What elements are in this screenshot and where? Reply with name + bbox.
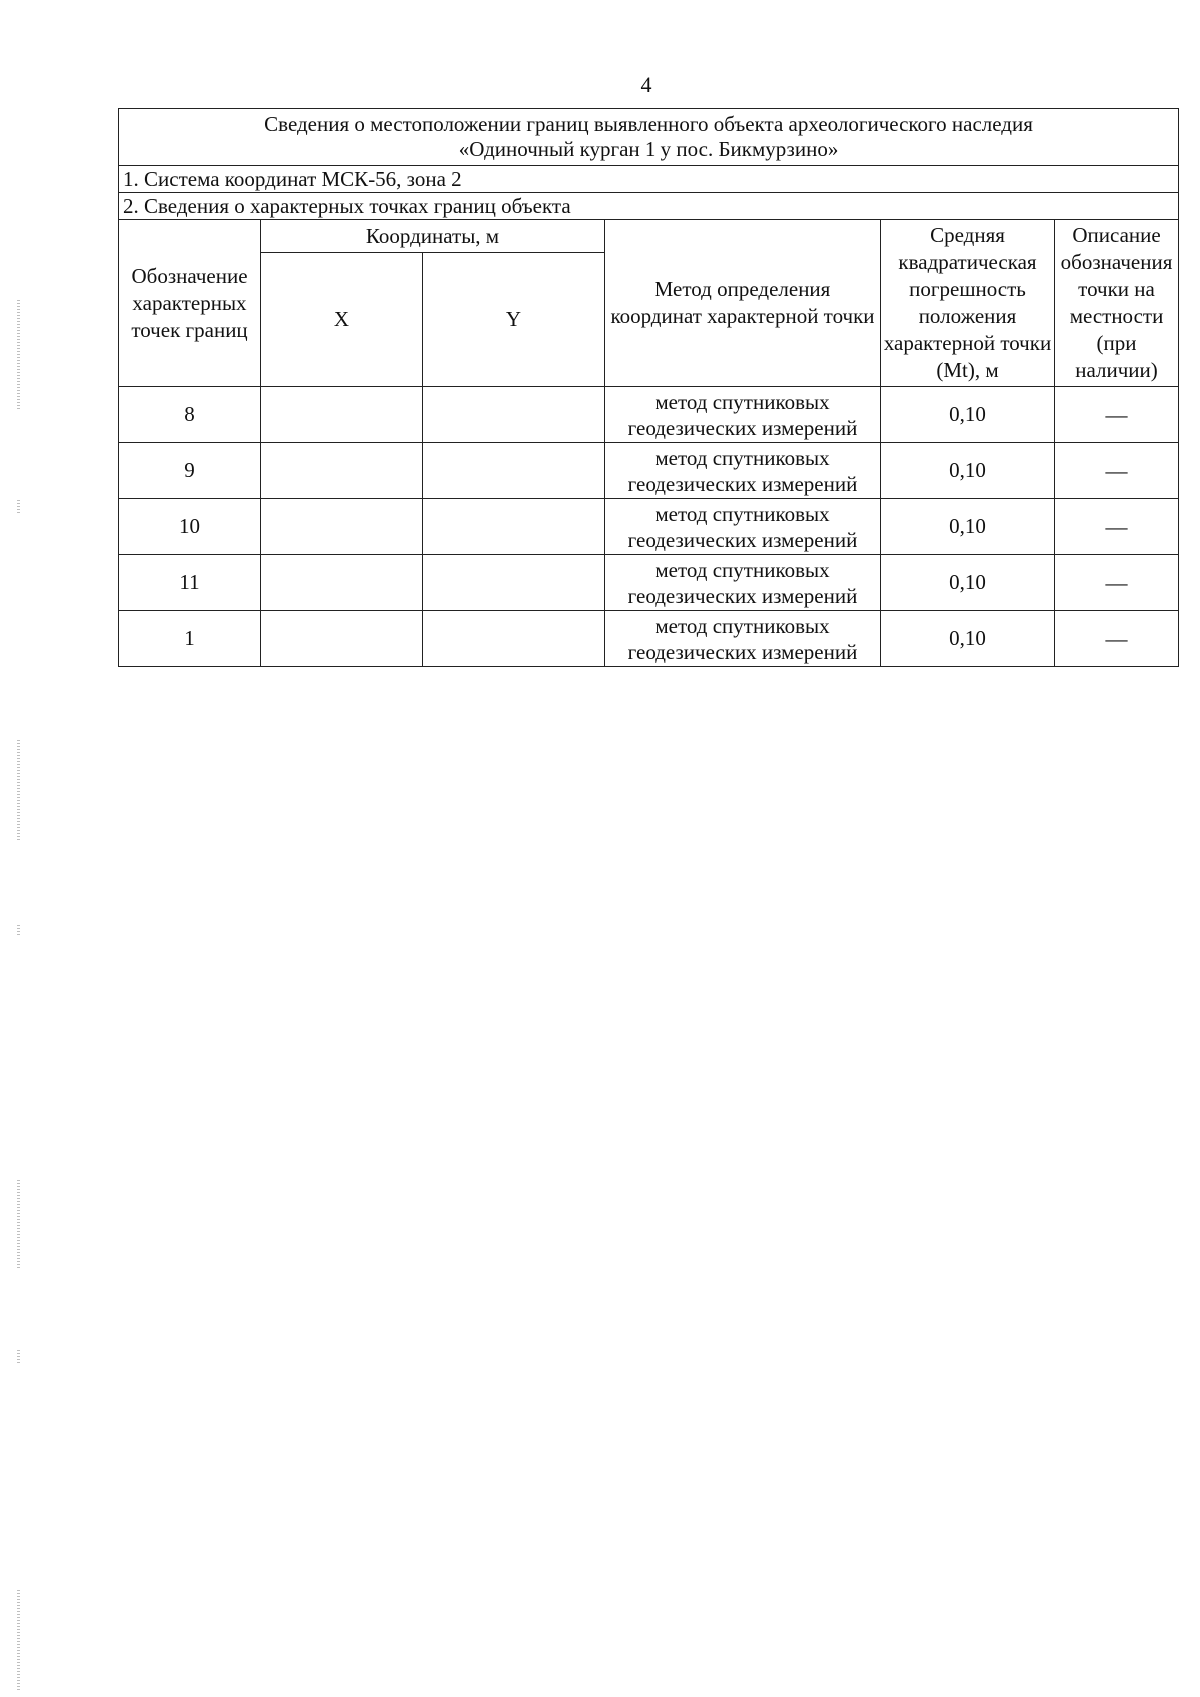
table-row	[119, 555, 1179, 611]
point-cell: 10	[119, 499, 261, 555]
header-point-designation: Обозначение характерных точек границ	[119, 220, 261, 387]
error-cell: 0,10	[881, 555, 1055, 611]
point-cell: 8	[119, 387, 261, 443]
scan-artifact	[17, 1180, 20, 1270]
header-description: Описание обозначения точки на местности (при наличии)	[1055, 220, 1179, 387]
y-cell	[423, 555, 605, 611]
page-number: 4	[640, 72, 652, 97]
scan-artifact	[17, 500, 20, 514]
table-row	[119, 611, 1179, 667]
table-row	[119, 387, 1179, 443]
method-line-1: метод спутниковых	[655, 389, 830, 414]
table-title	[119, 109, 1179, 166]
description-cell: —	[1055, 555, 1179, 611]
y-cell	[423, 611, 605, 667]
error-cell: 0,10	[881, 443, 1055, 499]
method-line-1: метод спутниковых	[655, 501, 830, 526]
x-cell	[261, 387, 423, 443]
boundary-points-table	[118, 108, 1179, 667]
method-cell	[605, 499, 881, 555]
method-line-1: метод спутниковых	[655, 445, 830, 470]
y-cell	[423, 387, 605, 443]
header-coordinates: Координаты, м	[261, 220, 605, 253]
scan-artifact	[17, 740, 20, 840]
error-cell: 0,10	[881, 387, 1055, 443]
scan-artifact	[17, 1590, 20, 1690]
error-cell: 0,10	[881, 499, 1055, 555]
x-cell	[261, 555, 423, 611]
header-method: Метод определения координат характерной точки	[605, 220, 881, 387]
point-cell: 11	[119, 555, 261, 611]
y-cell	[423, 499, 605, 555]
method-line-1: метод спутниковых	[655, 557, 830, 582]
point-cell: 9	[119, 443, 261, 499]
header-x: X	[261, 253, 423, 387]
method-line-2: геодезических измерений	[627, 639, 858, 664]
table-title-row	[119, 109, 1179, 166]
header-y: Y	[423, 253, 605, 387]
method-cell	[605, 443, 881, 499]
method-line-2: геодезических измерений	[627, 415, 858, 440]
description-cell: —	[1055, 611, 1179, 667]
method-line-2: геодезических измерений	[627, 527, 858, 552]
table-row	[119, 499, 1179, 555]
x-cell	[261, 443, 423, 499]
error-cell: 0,10	[881, 611, 1055, 667]
method-cell	[605, 611, 881, 667]
description-cell: —	[1055, 443, 1179, 499]
scan-artifact	[17, 1350, 20, 1364]
method-cell	[605, 387, 881, 443]
coordinate-system-text: 1. Система координат МСК-56, зона 2	[119, 166, 1179, 193]
x-cell	[261, 611, 423, 667]
points-info-text: 2. Сведения о характерных точках границ объекта	[119, 193, 1179, 220]
coordinate-system-row	[119, 166, 1179, 193]
description-cell: —	[1055, 387, 1179, 443]
scan-artifact	[17, 300, 20, 410]
x-cell	[261, 499, 423, 555]
y-cell	[423, 443, 605, 499]
header-row-1	[119, 220, 1179, 253]
point-cell: 1	[119, 611, 261, 667]
scan-artifact	[17, 925, 20, 937]
method-line-2: геодезических измерений	[627, 471, 858, 496]
header-error: Средняя квадратическая погрешность положения характерной точки (Mt), м	[881, 220, 1055, 387]
method-cell	[605, 555, 881, 611]
points-info-row	[119, 193, 1179, 220]
method-line-1: метод спутниковых	[655, 613, 830, 638]
description-cell: —	[1055, 499, 1179, 555]
table-title-line-2: «Одиночный курган 1 у пос. Бикмурзино»	[458, 137, 839, 161]
method-line-2: геодезических измерений	[627, 583, 858, 608]
table-title-line-1: Сведения о местоположении границ выявленного объекта археологического наследия	[264, 112, 1033, 136]
table-row	[119, 443, 1179, 499]
